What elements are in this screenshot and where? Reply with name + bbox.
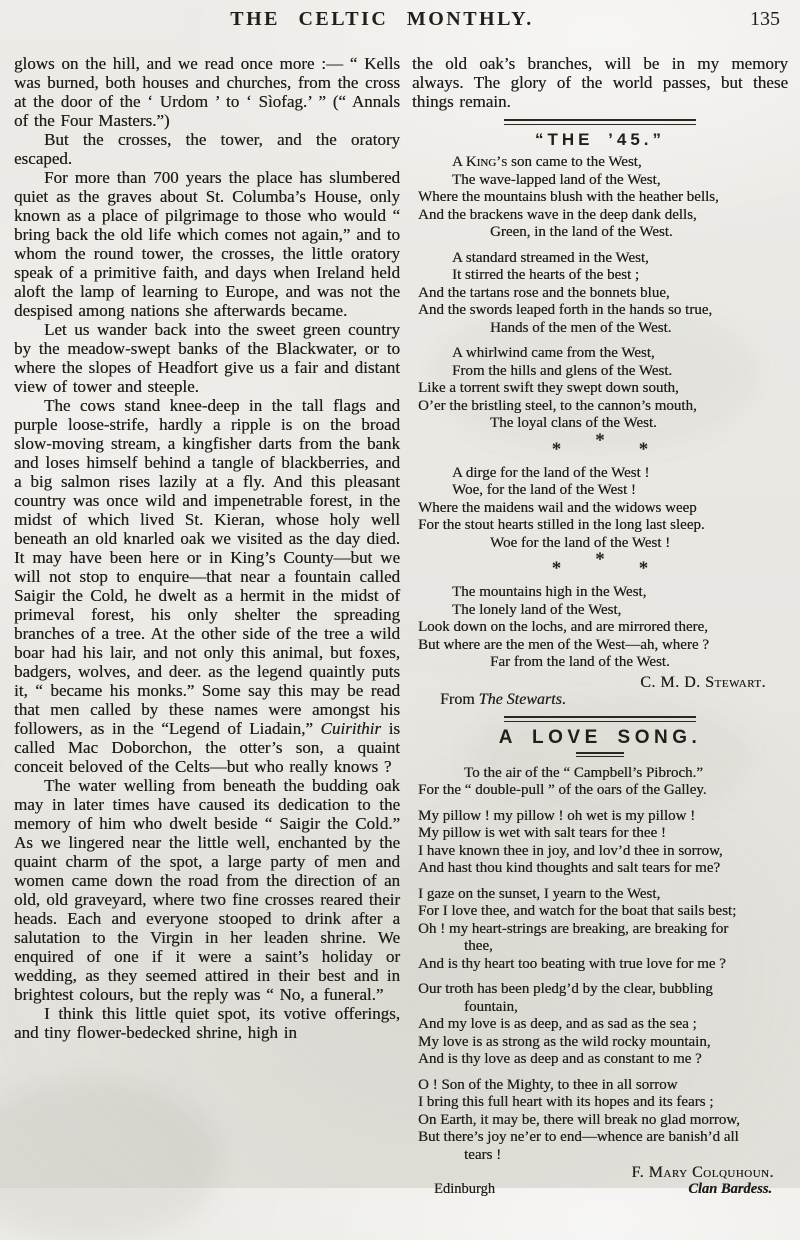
stanza — [412, 808, 788, 878]
stanza — [412, 154, 788, 242]
prose-paragraph — [14, 130, 400, 168]
asterisk-glyph: * — [595, 549, 605, 570]
stanza — [412, 465, 788, 553]
asterism-divider — [412, 429, 788, 460]
poem-title-the-45: “THE ’45.” — [534, 130, 666, 149]
poem-line: My love is as strong as the wild rocky mountain, — [418, 1033, 711, 1050]
poem-line: From the hills and glens of the West. — [452, 362, 673, 379]
stanza — [412, 584, 788, 672]
asterisk-glyph: * — [638, 438, 649, 460]
poem-line: A dirge for the land of the West ! — [452, 464, 650, 481]
poem-line: And the tartans rose and the bonnets blue, — [418, 284, 670, 301]
paragraph-text: is called Mac Doborchon, the otter’s son, a quaint conceit beloved of the Celts—but who really knows ? — [14, 719, 401, 776]
poem-line: My pillow is wet with salt tears for thee ! — [418, 825, 666, 841]
page-body — [14, 54, 788, 1198]
poem-line: Far from the land of the West. — [490, 654, 670, 670]
paragraph-text: Let us wander back into the sweet green country by the meadow-swept banks of the Blackwater, or to where the slopes of Headfort give us a fair and distant view of tower and steeple. — [14, 320, 400, 396]
poem-line: O’er the bristling steel, to the cannon’s mouth, — [418, 397, 697, 414]
poem-line: And is thy heart too beating with true love for me ? — [418, 955, 726, 972]
poem-line: And is thy love as deep and as constant to me ? — [418, 1051, 702, 1067]
poem-line: And my love is as deep, and as sad as the sea ; — [418, 1016, 697, 1032]
poem-line: The wave-lapped land of the West, — [452, 171, 661, 188]
asterisk-glyph: * — [551, 558, 562, 579]
prose-paragraph — [14, 396, 400, 776]
asterisk-glyph: * — [551, 438, 562, 460]
poem-line: I have known thee in joy, and lov’d thee in sorrow, — [418, 842, 723, 859]
double-rule-divider — [504, 716, 696, 722]
poem-line: On Earth, it may be, there will break no glad morrow, — [418, 1111, 740, 1128]
paragraph-text: For more than 700 years the place has slumbered quiet as the graves about St. Columba’s House, only known as a place of pilgrimage to those who would “ bring back the old life which comes not again,” and to whom the round tower, the crosses, the little oratory speak of a primitive faith, and days when Ireland held aloft the lamp of learning to Europe, and was not the despised among nations she afterwards became. — [14, 168, 400, 320]
asterism-divider — [412, 549, 788, 579]
poem-line: The loyal clans of the West. — [490, 415, 657, 431]
author-place: Edinburgh — [434, 1181, 495, 1197]
stanza — [412, 250, 788, 338]
double-rule-divider — [504, 119, 696, 125]
poem-line: O ! Son of the Mighty, to thee in all sorrow — [418, 1076, 678, 1093]
poem-line: Oh ! my heart-strings are breaking, are breaking for — [418, 920, 729, 937]
poem-attribution: C. M. D. Stewart. — [640, 673, 766, 691]
left-column — [14, 54, 400, 1198]
poem-line: My pillow ! my pillow ! oh wet is my pillow ! — [418, 807, 696, 824]
poem-line: To the air of the “ Campbell’s Pibroch.” — [464, 764, 703, 781]
paragraph-text: I think this little quiet spot, its votive offerings, and tiny flower-bedecked shrine, high in — [14, 1004, 400, 1042]
paragraph-text: The water welling from beneath the budding oak may in later times have caused its dedication to the memory of him who dwelt beside “ Saigir the Cold.” As we lingered near the little well, enchanted by the quaint charm of the spot, a large party of men and women came down the road from the direction of an old, old graveyard, where two fine crosses reared their heads. Each and everyone stooped to drink after a salutation to the Virgin in her leaden shrine. We enquired of one if it were a saint’s holiday or wedding, as they seemed attired in their best and in brightest colours, but the reply was “ No, a funeral.” — [14, 776, 400, 1004]
poem-line: And hast thou kind thoughts and salt tears for me? — [418, 860, 721, 876]
poem-line: The lonely land of the West, — [452, 601, 622, 618]
paragraph-text: The cows stand knee-deep in the tall flags and purple loose-strife, hardly a ripple is on the broad slow-moving stream, a kingfisher darts from the bank and loses himself behind a tangle of blackberries, and a big salmon rises lazily at a fly. And this pleasant country was once wild and impenetrable forest, in the midst of which lived St. Kieran, whose holy well beneath an old knarled oak we visited as the day died. It may have been here or in King’s County—but we will not stop to enquire—that near a fountain called Saigir the Cold, he dwelt as a hermit in the midst of primeval forest, his only shelter the spreading branches of a tree. At the other side of the tree a wild boar had his lair, and not only this animal, but foxes, badgers, wolves, and deer. as the legend quaintly puts it, “ became his monks.” Some say this may be read that men called by these names were amongst his followers, as in the “Legend of Liadain,” — [14, 396, 400, 738]
poem-title-a-love-song: A LOVE SONG. — [498, 726, 702, 748]
prose-paragraph — [14, 776, 400, 1004]
journal-title: THE CELTIC MONTHLY. — [230, 8, 534, 30]
prose-paragraph — [14, 1004, 400, 1042]
author-clan-title: Clan Bardess. — [688, 1181, 772, 1197]
poem-line: A standard streamed in the West, — [452, 249, 649, 266]
right-column — [412, 54, 788, 1198]
poem-line: For I love thee, and watch for the boat that sails best; — [418, 903, 737, 919]
poem-line: But there’s joy ne’er to end—whence are banish’d all — [418, 1129, 739, 1145]
stanza — [412, 1077, 788, 1165]
paragraph-italic: Cuirithir — [320, 719, 382, 738]
poem-line-wrap: fountain, — [464, 998, 518, 1015]
page-number: 135 — [750, 8, 780, 30]
poem-line: I bring this full heart with its hopes and its fears ; — [418, 1094, 714, 1110]
poem-line: A whirlwind came from the West, — [452, 345, 655, 361]
stanza — [412, 981, 788, 1069]
poem-line-text: A — [452, 154, 466, 170]
poem-line: But where are the men of the West—ah, where ? — [418, 636, 709, 653]
poem-line: Woe, for the land of the West ! — [452, 482, 636, 498]
poem-attribution: F. Mary Colquhoun. — [631, 1164, 774, 1181]
prose-paragraph — [14, 320, 400, 396]
paragraph-text: glows on the hill, and we read once more :— “ Kells was burned, both houses and churches, from the cross at the door of the ‘ Urdom ’ to ‘ Sìofag.’ ” (“ Annals of the Four Masters.”) — [14, 54, 400, 130]
stanza — [412, 886, 788, 974]
poem-line: Our troth has been pledg’d by the clear, bubbling — [418, 981, 713, 997]
poem-line-wrap: tears ! — [464, 1146, 502, 1163]
poem-the-45 — [412, 119, 788, 708]
poem-line: Hands of the men of the West. — [490, 319, 672, 336]
byline-row — [412, 1181, 788, 1198]
poem-line-wrap: thee, — [464, 938, 493, 954]
asterisk-glyph: * — [638, 558, 649, 579]
poem-line-smallcaps: King’s — [465, 154, 508, 170]
poem-source — [412, 691, 788, 708]
poem-line: Green, in the land of the West. — [490, 224, 673, 240]
short-rule-divider — [576, 752, 624, 757]
stanza — [412, 345, 788, 433]
poem-line: Where the mountains blush with the heather bells, — [418, 189, 719, 205]
poem-line: It stirred the hearts of the best ; — [452, 267, 640, 283]
source-text: From — [440, 690, 479, 708]
poem-line-text: son came to the West, — [507, 154, 642, 170]
prose-paragraph-continuation: the old oak’s branches, will be in my memory always. The glory of the world passes, but these things remain. — [412, 54, 788, 111]
source-title-italic: The Stewarts — [478, 690, 562, 708]
poem-line: For the stout hearts stilled in the long last sleep. — [418, 517, 705, 533]
poem-line: The mountains high in the West, — [452, 584, 647, 600]
asterisk-glyph: * — [595, 429, 605, 451]
poem-line: For the “ double-pull ” of the oars of the Galley. — [418, 782, 707, 798]
poem-line: I gaze on the sunset, I yearn to the West, — [418, 885, 661, 902]
prose-paragraph — [14, 54, 400, 130]
poem-line: And the swords leaped forth in the hands so true, — [418, 302, 713, 318]
poem-line: Like a torrent swift they swept down south, — [418, 380, 679, 396]
paragraph-text: But the crosses, the tower, and the oratory escaped. — [14, 130, 400, 168]
poem-a-love-song — [412, 716, 788, 1199]
poem-epigraph — [412, 765, 788, 800]
poem-line: Look down on the lochs, and are mirrored there, — [418, 619, 708, 635]
poem-line: Where the maidens wail and the widows weep — [418, 499, 697, 516]
poem-line: Woe for the land of the West ! — [490, 534, 671, 551]
poem-line — [412, 154, 788, 172]
poem-line: And the brackens wave in the deep dank dells, — [418, 206, 697, 223]
prose-paragraph — [14, 168, 400, 320]
source-text: . — [561, 690, 566, 708]
